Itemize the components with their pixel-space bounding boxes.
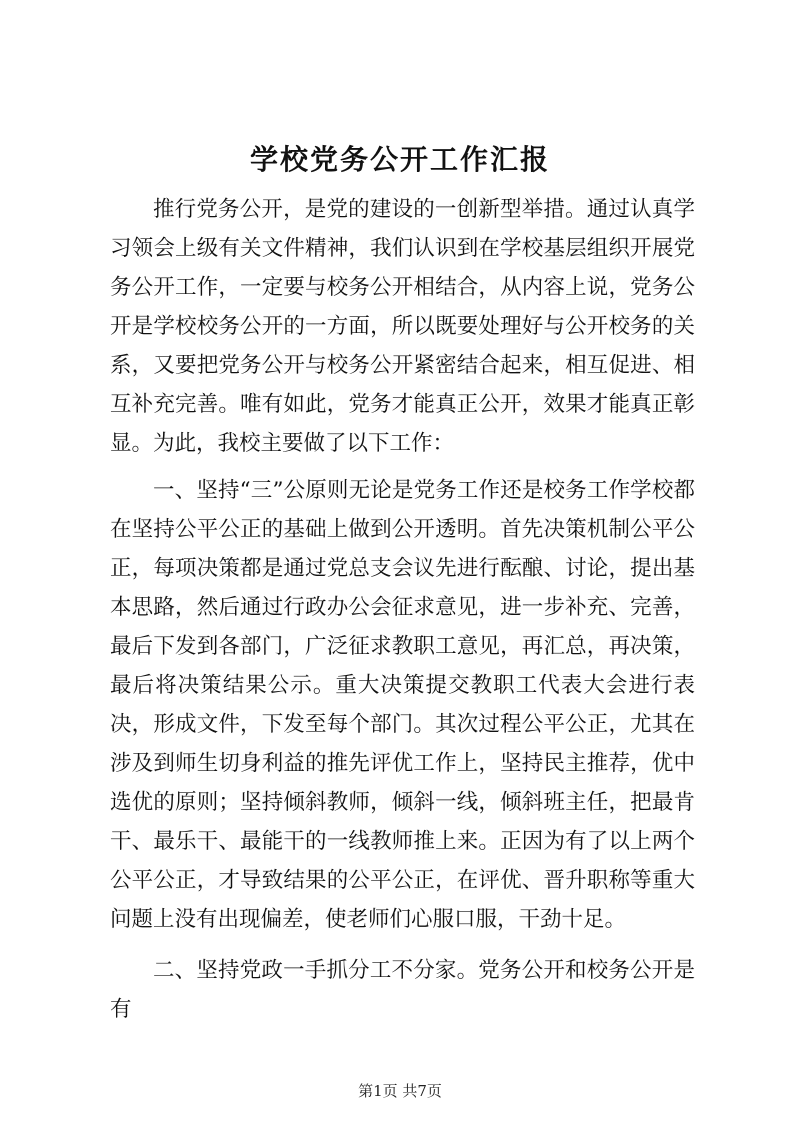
page-number-footer: 第1页 共7页 — [358, 1082, 442, 1100]
paragraph-intro: 推行党务公开，是党的建设的一创新型举措。通过认真学习领会上级有关文件精神，我们认识到在学校基层组织开展党务公开工作，一定要与校务公开相结合，从内容上说，党务公开是学校校务公开的一方面，所以既要处理好与公开校务的关系，又要把党务公开与校务公开紧密结合起来，相互促进、相互补充完善。唯有如此，党务才能真正公开，效果才能真正彰显。为此，我校主要做了以下工作： — [110, 197, 695, 456]
paragraph-section-two: 二、坚持党政一手抓分工不分家。党务公开和校务公开是有 — [110, 958, 695, 1022]
document-title: 学校党务公开工作汇报 — [249, 143, 550, 176]
document-body — [110, 190, 695, 1029]
paragraph-section-one: 一、坚持“三”公原则无论是党务工作还是校务工作学校都在坚持公平公正的基础上做到公开透明。首先决策机制公平公正，每项决策都是通过党总支会议先进行酝酿、讨论，提出基本思路，然后通过行政办公会征求意见，进一步补充、完善，最后下发到各部门，广泛征求教职工意见，再汇总，再决策，最后将决策结果公示。重大决策提交教职工代表大会进行表决，形成文件，下发至每个部门。其次过程公平公正，尤其在涉及到师生切身利益的推先评优工作上，坚持民主推荐，优中选优的原则；坚持倾斜教师，倾斜一线，倾斜班主任，把最肯干、最乐干、最能干的一线教师推上来。正因为有了以上两个公平公正，才导致结果的公平公正，在评优、晋升职称等重大问题上没有出现偏差，使老师们心服口服，干劲十足。 — [110, 478, 695, 932]
